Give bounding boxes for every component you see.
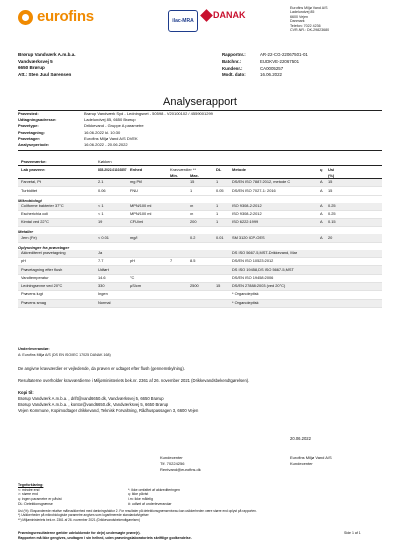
table-cell: Jern (Fe)	[21, 234, 37, 240]
meta-key: Batchnr.:	[222, 58, 242, 64]
table-cell: Farvetal, Pt	[21, 179, 41, 185]
col-header: Lab prøvenr:	[21, 167, 46, 172]
table-cell: Vandtemperatur	[21, 274, 49, 280]
table-cell: 1	[216, 211, 219, 217]
table-cell: 15	[328, 187, 333, 193]
table-row	[18, 211, 382, 219]
table-row	[18, 258, 382, 266]
table-cell: Ingen	[98, 291, 108, 297]
table-cell: MPN/100 ml	[130, 211, 152, 217]
report-date: 20.06.2022	[290, 436, 311, 441]
compliance-note: Resultaterne overholder kravværdierne i Miljøministeriets bek.nr. 2361 af 26. november 2021 (Drikkevandsbekendtgørelsen).	[18, 378, 250, 383]
table-cell: 0.01	[216, 234, 224, 240]
col-header: DL	[216, 167, 222, 172]
table-cell: * Organoleptisk	[232, 299, 259, 305]
table-cell: mg/l	[130, 234, 138, 240]
meta-row	[222, 52, 384, 59]
table-cell: 330	[98, 283, 105, 289]
info-key: Prøvetype:	[18, 123, 39, 129]
table-cell: ISO 6222:1999	[232, 219, 259, 225]
table-cell: Coliforme bakterier 37°C	[21, 202, 64, 208]
table-cell: 15	[328, 179, 333, 185]
footnote: *) Usikkerheder på mikrobiologiske parametre angives som logaritmerede standardafvigelser	[18, 513, 149, 518]
contact-line: Kundecenter	[160, 455, 183, 460]
table-cell: 0.15	[328, 219, 336, 225]
legend-item: ų: ikke påvist	[128, 492, 149, 497]
contact-left	[160, 455, 250, 472]
table-cell: 2500	[190, 283, 199, 289]
meta-row	[222, 66, 384, 73]
info-value: Ladelundvej 85, 6650 Brørup	[84, 117, 136, 123]
table-section-header: Mikrobiologi	[18, 197, 42, 203]
danak-logo	[202, 10, 246, 21]
table-cell: 1	[216, 219, 219, 225]
info-value: Drikkevand - Gruppe A parametre	[84, 123, 144, 129]
contact-line: Eurofins Miljø Vand A/S	[290, 455, 332, 460]
table-cell: DS/EN ISO 19458:2006	[232, 274, 274, 280]
table-row	[18, 234, 382, 242]
info-value: 16.06.2022 kl. 10:30	[84, 129, 121, 135]
page-number: Side 1 af 1	[344, 531, 361, 535]
info-key: Prøvested:	[18, 111, 39, 116]
info-value: Brørup Vandværk Syd - Ledningsnet - 50598 - V20100102 / 4559001299	[84, 111, 213, 116]
page-title: Analyserapport	[163, 96, 237, 108]
table-row	[18, 250, 382, 258]
col-subheader: Min.	[170, 172, 178, 178]
col-header: Kravværdier **	[170, 167, 197, 172]
table-cell: 15	[216, 283, 221, 289]
legend-item: i.m: ikke målelig	[128, 497, 153, 502]
lab-address-line: Danmark	[290, 19, 305, 24]
copy-to-title: Kopi til:	[18, 390, 34, 395]
table-cell: Prøvens lugt	[21, 291, 43, 297]
underleverandor-text: A: Eurofins Miljø A/S (DS EN ISO/IEC 17025 DANAK 168)	[18, 352, 111, 357]
col-header: Enhed	[130, 167, 143, 172]
table-row	[18, 179, 382, 187]
info-value: Eurofins Miljø Vand A/S DVEK	[84, 135, 138, 141]
footer-line: Prøvningsresultaterne gælder udelukkende for de(n) undersøgte prøve(r).	[18, 531, 141, 535]
table-cell: 0.2	[190, 234, 196, 240]
table-cell: 14.6	[98, 274, 106, 280]
table-cell: Akkrediteret prøvetagning	[21, 249, 66, 255]
col-header: Metode	[232, 167, 246, 172]
table-cell: 0.05	[216, 187, 224, 193]
danak-text: DANAK	[213, 10, 246, 20]
lab-address-line: CVR-NR.: DK-29823680	[290, 27, 330, 32]
table-cell: Normal	[98, 299, 111, 305]
recipient-line: Brørup Vandværk A.m.b.a.	[18, 52, 76, 57]
legend-right	[128, 488, 180, 507]
table-row	[18, 187, 382, 195]
table-row	[18, 266, 382, 274]
meta-key: Modt. dato:	[222, 72, 246, 78]
col-header: Usi	[328, 167, 335, 172]
table-section-header: Metaller	[18, 229, 34, 235]
table-cell: DS/EN 27888:2003 (ved 20°C)	[232, 283, 286, 289]
legend-item: <: mindre end	[18, 487, 40, 492]
flush-note: De angivne kravværdier er vejledende, da prøven er udtaget efter flush (gennemskylning).	[18, 366, 185, 371]
table-cell: < 0.01	[98, 234, 109, 240]
table-row	[18, 203, 382, 211]
table-cell: 200	[190, 219, 197, 225]
footnotes	[18, 509, 382, 522]
legend-block	[18, 483, 382, 507]
eurofins-logo-icon	[18, 10, 33, 25]
copy-to-line: Brørup Vandværk A.m.b.a. , drift@vand6650.dk, Vandværksvej 5, 6650 Brørup	[18, 396, 164, 402]
table-cell: ISO 9308-2:2012	[232, 211, 262, 217]
lab-address-line: Ladelundvej 85	[290, 10, 315, 15]
copy-to-line: Brørup Vandværk A.m.b.a. , kontor@vand6650.dk, Vandværksvej 5, 6650 Brørup	[18, 402, 169, 408]
legend-item: #: udført af underleverandør	[128, 501, 172, 506]
table-cell: 8.5	[190, 258, 196, 264]
table-cell: Ledningsevne ved 20°C	[21, 283, 63, 289]
legend-item: *: ikke omfattet af akkrediteringen	[128, 487, 180, 492]
table-row	[18, 291, 382, 299]
table-cell: DS/EN ISO 7027-1: 2016	[232, 187, 276, 193]
sample-info	[18, 110, 382, 151]
legend-item: ų: ingen parametre er påvist	[18, 497, 62, 502]
table-cell: A	[320, 202, 323, 208]
table-cell: Escherichia coli	[21, 211, 49, 217]
contact-right	[290, 455, 382, 467]
info-key: Analyseperiode:	[18, 141, 50, 147]
danak-crown-icon	[200, 9, 213, 22]
meta-value: EUDKVE-22067501	[260, 58, 300, 64]
report-meta	[222, 52, 384, 79]
table-cell: Ja	[98, 249, 103, 255]
divider	[18, 150, 382, 151]
table-cell: 1	[216, 179, 219, 185]
table-cell: ın	[190, 202, 194, 208]
table-cell: A	[320, 187, 323, 193]
meta-row	[222, 72, 384, 79]
ilac-mra-logo	[168, 10, 198, 32]
table-cell: A	[320, 219, 323, 225]
table-cell: SM 3120 ICP-OES	[232, 234, 265, 240]
table-row	[18, 219, 382, 227]
table-cell: FNU	[130, 187, 138, 193]
table-cell: 1	[216, 202, 219, 208]
meta-value: AR-22-CG-22067501-01	[260, 52, 308, 57]
table-section-header: Oplysninger fra prøvelager	[18, 244, 70, 250]
table-cell: 0.25	[328, 202, 336, 208]
table-cell: pH	[130, 258, 135, 264]
lab-address-line: 6600 Vejen	[290, 14, 308, 19]
copy-to-block	[18, 390, 382, 414]
contact-line: Kundecenter	[290, 460, 313, 466]
recipient-line: 6650 Brørup	[18, 65, 45, 71]
table-cell: DS/EN ISO 10523:2012	[232, 258, 274, 264]
table-cell: Prøvens smag	[21, 299, 47, 305]
table-cell: Prøvetagning efter flush	[21, 266, 63, 272]
table-cell: 0.25	[328, 211, 336, 217]
table-row	[18, 275, 382, 283]
provemaerke-label: Prøvemærke:	[21, 158, 47, 164]
table-cell: Kimtal ved 22°C	[21, 219, 49, 225]
meta-row	[222, 59, 384, 66]
col-subheader: (%)	[328, 172, 335, 178]
contact-line: Rentvand@eurofins.dk	[160, 466, 201, 472]
table-cell: Turbiditet	[21, 187, 38, 193]
info-key: Prøvetagning:	[18, 129, 45, 135]
table-row	[18, 283, 382, 291]
logo-text: eurofins	[37, 8, 94, 25]
table-cell: ISO 9308-2:2012	[232, 202, 262, 208]
footer-line: Rapporten må ikke gengives, undtagen i sin helhed, uden prøvningslaboratoriets skriftlige godkendelse.	[18, 535, 192, 540]
table-cell: pH	[21, 258, 26, 264]
table-row	[18, 300, 382, 308]
table-cell: A	[320, 211, 323, 217]
info-value: 16.06.2022 - 20.06.2022	[84, 141, 128, 147]
meta-value: CA0005257	[260, 65, 284, 71]
legend-left	[18, 488, 128, 507]
legend-item: >: større end	[18, 492, 38, 497]
table-cell: µS/cm	[130, 283, 142, 289]
table-cell: mg Pt/l	[130, 179, 143, 185]
table-cell: 0.06	[98, 187, 106, 193]
copy-to-line: Vejen Kommune, Kopimodtager drikkevand, Teknisk Forvaltning, Rådhuspassagen 3, 6600 Vejen	[18, 408, 199, 414]
table-cell: MPN/100 ml	[130, 202, 152, 208]
table-cell: DS/EN ISO 7887:2012, metode C	[232, 179, 291, 185]
table-cell: °C	[130, 274, 135, 280]
legend-item: DL: Detektionsgrænse	[18, 501, 53, 506]
recipient-line: Vandværksvej 5	[18, 58, 53, 64]
underleverandor-title: Underleverandør:	[18, 347, 50, 351]
col-header: ų	[320, 167, 323, 172]
col-header: 835-2022-01102857	[98, 168, 127, 172]
ilac-top-text: ilac-MRA	[172, 17, 194, 24]
underleverandor-block	[18, 347, 382, 358]
info-key: Udtagningsadresse:	[18, 117, 57, 123]
table-cell: 20	[328, 234, 333, 240]
col-subheader: Max.	[190, 172, 199, 178]
eurofins-logo	[18, 8, 94, 27]
table-cell: CFU/ml	[130, 219, 144, 225]
table-header	[18, 166, 382, 172]
lab-address-line: Telefon: 7022 4236	[290, 23, 321, 28]
table-body	[18, 179, 382, 308]
recipient-block	[18, 52, 76, 79]
table-cell: 15	[190, 179, 195, 185]
footnote: **) Miljøministeriets bek.nr. 2361 af 26. november 2021 (Drikkevandsbekendtgørelsen)	[18, 517, 140, 522]
table-cell: A	[320, 234, 323, 240]
table-cell: DS ISO 5667-5,MST-Drikkevand, Mar	[232, 249, 298, 255]
table-cell: 2.1	[98, 179, 104, 185]
lab-address	[290, 6, 329, 32]
meta-key: Kundenr.:	[222, 65, 243, 71]
info-row	[18, 142, 382, 148]
table-cell: DS ISO 19458,DS ISO 5667-5,MST	[232, 266, 294, 272]
table-cell: < 1	[98, 211, 104, 217]
table-cell: ın	[190, 211, 194, 217]
contact-line: Tlf. 70224256	[160, 460, 185, 466]
info-key: Prøvetager:	[18, 135, 41, 141]
footnote: Usi (%): Ekspanderede relative måleusikkerhed med dækningsfaktor 2. For resultater på detektionsgrænseniveau kan usikkerheden være større end oplyst på rapporten.	[18, 509, 257, 513]
provemaerke-row	[18, 157, 382, 165]
legend-title: Tegnforklaring:	[18, 483, 44, 487]
lab-address-line: Eurofins Miljø Vand A/S	[290, 6, 328, 10]
table-cell: 7.7	[98, 258, 104, 264]
table-cell: 1	[190, 187, 193, 193]
table-cell: A	[320, 179, 323, 185]
table-cell: Udført	[98, 266, 109, 272]
table-cell: < 1	[98, 202, 104, 208]
footer-disclaimer	[18, 531, 382, 540]
table-cell: 19	[98, 219, 103, 225]
analysis-table	[18, 157, 382, 308]
meta-value: 16.06.2022	[260, 72, 282, 78]
table-cell: 7	[170, 258, 173, 264]
recipient-line: Att.: Sten Juul Sørensen	[18, 71, 72, 77]
meta-key: Rapportnr.:	[222, 52, 246, 57]
provemaerke-value: Køkken	[98, 158, 112, 164]
table-cell: * Organoleptisk	[232, 291, 259, 297]
